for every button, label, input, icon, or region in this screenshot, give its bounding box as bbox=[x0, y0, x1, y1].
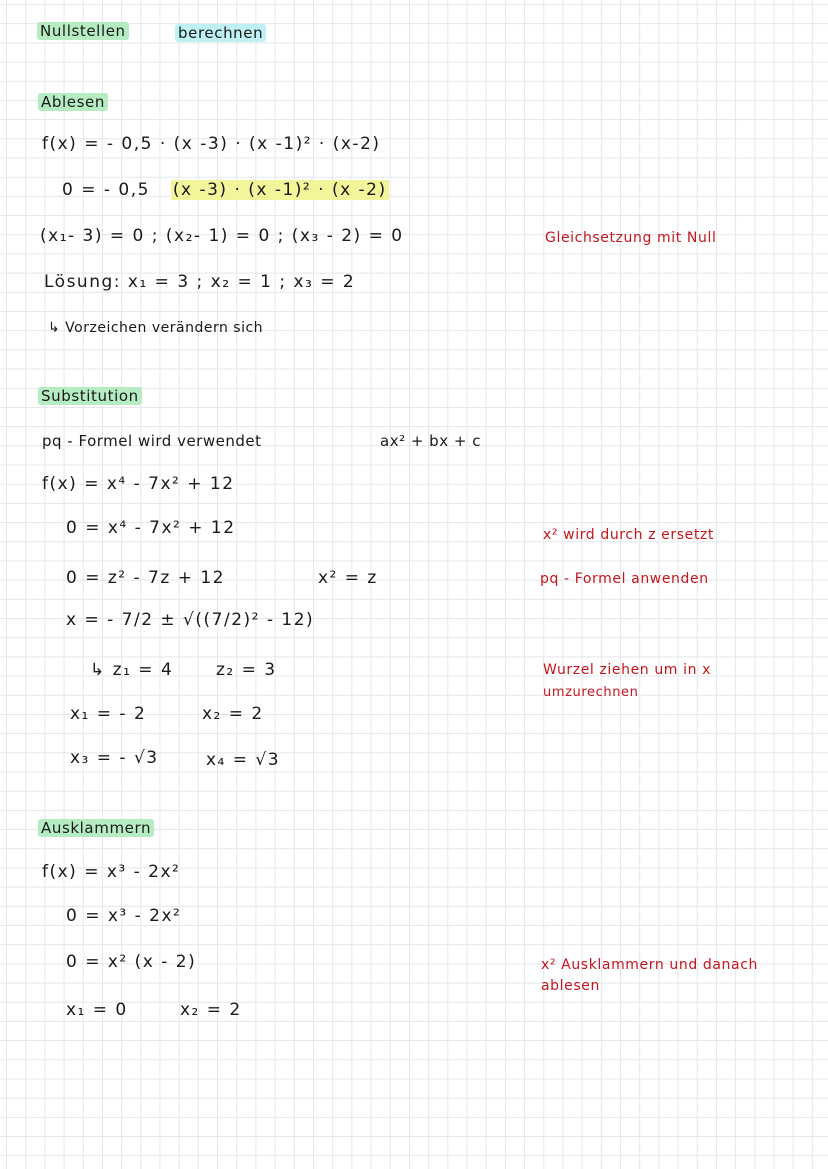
ausklammern-eq-1: f(x) = x³ - 2x² bbox=[42, 862, 181, 882]
ablesen-sign-change: ↳ Vorzeichen verändern sich bbox=[48, 320, 264, 336]
ablesen-line-2-highlight: (x -3) · (x -1)² · (x -2) bbox=[172, 180, 387, 200]
ablesen-line-2-left: 0 = - 0,5 bbox=[62, 180, 150, 200]
heading-substitution: Substitution bbox=[38, 387, 142, 405]
note-ablesen: ablesen bbox=[541, 978, 600, 994]
title-word-2: berechnen bbox=[175, 24, 266, 42]
subst-z1: ↳ z₁ = 4 bbox=[90, 660, 174, 680]
subst-z2: z₂ = 3 bbox=[216, 660, 277, 680]
ablesen-solution: Lösung: x₁ = 3 ; x₂ = 1 ; x₃ = 2 bbox=[44, 272, 356, 292]
subst-x4: x₄ = √3 bbox=[206, 750, 281, 770]
ausklammern-x1: x₁ = 0 bbox=[66, 1000, 128, 1020]
note-ausklammern: x² Ausklammern und danach bbox=[541, 957, 758, 973]
ablesen-line-3: (x₁- 3) = 0 ; (x₂- 1) = 0 ; (x₃ - 2) = 0 bbox=[40, 226, 404, 246]
note-gleichsetzung: Gleichsetzung mit Null bbox=[545, 230, 717, 246]
subst-x2-equals-z: x² = z bbox=[318, 568, 378, 588]
subst-eq-1: f(x) = x⁴ - 7x² + 12 bbox=[42, 474, 235, 494]
subst-x1: x₁ = - 2 bbox=[70, 704, 147, 724]
ausklammern-x2: x₂ = 2 bbox=[180, 1000, 242, 1020]
subst-x3: x₃ = - √3 bbox=[70, 748, 159, 768]
ausklammern-eq-3: 0 = x² (x - 2) bbox=[66, 952, 197, 972]
pq-formula-line: pq - Formel wird verwendet bbox=[42, 432, 262, 450]
ablesen-line-1: f(x) = - 0,5 · (x -3) · (x -1)² · (x-2) bbox=[42, 134, 381, 154]
heading-ausklammern: Ausklammern bbox=[38, 819, 154, 837]
ablesen-line-2 bbox=[62, 180, 389, 200]
subst-eq-3: 0 = z² - 7z + 12 bbox=[66, 568, 225, 588]
subst-eq-2: 0 = x⁴ - 7x² + 12 bbox=[66, 518, 236, 538]
general-form: ax² + bx + c bbox=[380, 432, 481, 450]
note-umzurechnen: umzurechnen bbox=[543, 685, 639, 700]
note-wurzel-ziehen: Wurzel ziehen um in x bbox=[543, 662, 711, 678]
note-x2-durch-z: x² wird durch z ersetzt bbox=[543, 527, 714, 543]
heading-ablesen: Ablesen bbox=[38, 93, 108, 111]
subst-x2: x₂ = 2 bbox=[202, 704, 264, 724]
ausklammern-eq-2: 0 = x³ - 2x² bbox=[66, 906, 182, 926]
title-word-1: Nullstellen bbox=[37, 22, 129, 40]
subst-pq-formula: x = - 7/2 ± √((7/2)² - 12) bbox=[66, 610, 315, 630]
note-pq-anwenden: pq - Formel anwenden bbox=[540, 571, 709, 587]
